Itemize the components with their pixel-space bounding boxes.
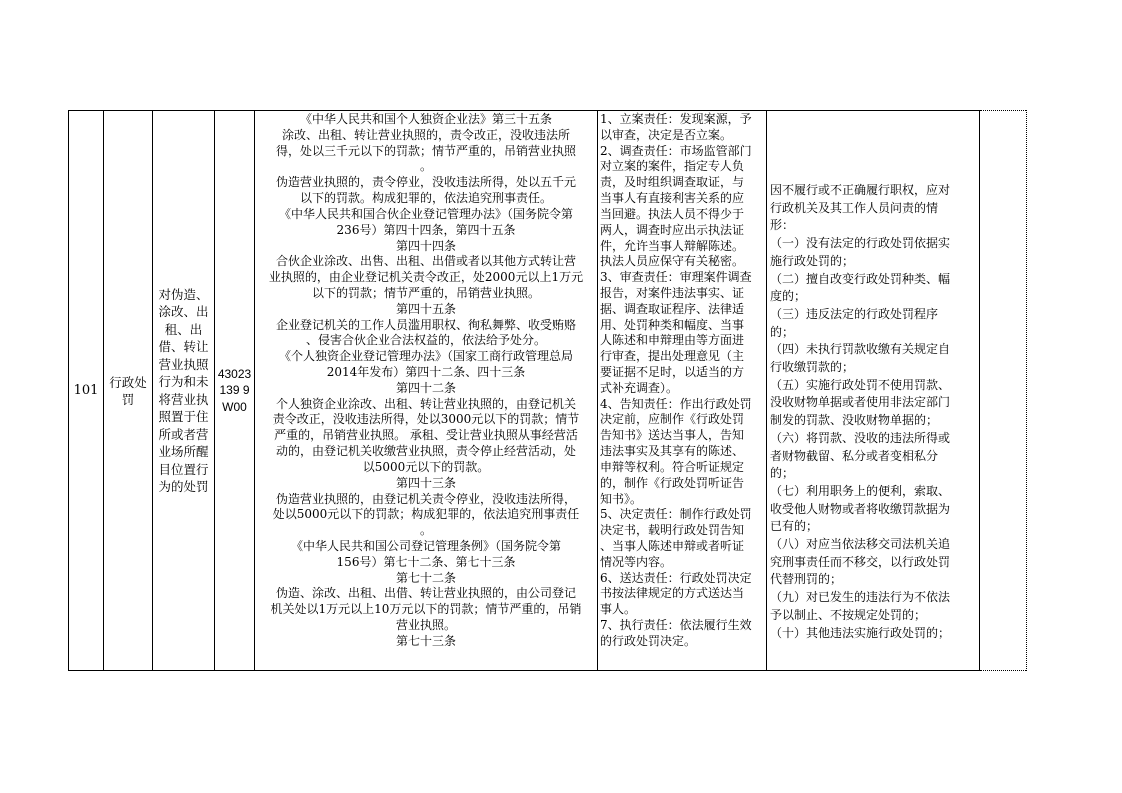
responsibility-line: 以审查，决定是否立案。 [600,127,733,142]
accountability-line: 予以制止、不按规定处罚的； [770,607,927,622]
legal-basis-line: 第七十三条 [395,633,456,648]
legal-basis-line: 以5000元以下的罚款。 [362,459,490,474]
responsibility-line: 两人，调查时应出示执法证 [600,222,745,237]
accountability-line: 行政机关及其工作人员问责的情 [770,200,939,215]
accountability-line: 究刑事责任而不移交，以行政处罚 [770,554,951,569]
responsibility-line: 对立案的案件，指定专人负 [600,159,745,174]
legal-basis-line: 第七十二条 [395,570,456,585]
responsibility-line: 6、送达责任：行政处罚决定 [600,570,752,585]
accountability-line: （一）没有法定的行政处罚依据实 [770,236,951,251]
accountability-line: （八）对应当依法移交司法机关追 [770,537,951,552]
legal-basis-line: 以下的罚款。构成犯罪的，依法追究刑事责任。 [299,191,552,206]
legal-basis-line: 第四十二条 [395,380,456,395]
responsibility-line: 的，制作《行政处罚听证告 [600,475,745,490]
responsibility-line: 决定前，应制作《行政处罚 [600,412,745,427]
responsibility-line: 1、立案责任：发现案源，予 [600,112,752,126]
accountability-line: 的； [770,466,795,481]
item-code: 43023139 9W00 [217,366,252,414]
seq-number: 101 [73,383,99,398]
responsibility-line: 报告，对案件违法事实、证 [600,285,745,300]
responsibility-line: 4、告知责任：作出行政处罚 [600,396,752,411]
legal-basis-line: 、侵害合伙企业合法权益的，依法给予处分。 [305,333,546,348]
responsibility-line: 的行政处罚决定。 [600,633,697,648]
responsibility-line: 当回避。执法人员不得少于 [600,206,745,221]
outer-dotted-border-right [1026,110,1027,671]
legal-basis-line: 156号）第七十二条、第七十三条 [336,554,516,569]
responsibility-line: 违法事实及其享有的陈述、 [600,444,745,459]
legal-basis-line: 伪造营业执照的，责令停业，没收违法所得，处以五千元 [275,175,576,190]
responsibility-line: 7、执行责任：依法履行生效 [600,618,752,632]
legal-basis-line: 责令改正，没收违法所得，处以3000元以下的罚款；情节 [272,412,580,427]
remarks-cell [979,110,981,671]
legal-basis-line: 236号）第四十四条，第四十五条 [336,222,516,237]
accountability-line: （五）实施行政处罚不使用罚款、 [770,377,951,392]
accountability-line: （四）未执行罚款收缴有关规定自 [770,342,951,357]
legal-basis-line: 《个人独资企业登记管理办法》（国家工商行政管理总局 [278,349,573,364]
responsibility-line: 知书》。 [600,491,643,506]
accountability-line: 代替刑罚的； [770,572,843,587]
responsibility-line: 当事人有直接利害关系的应 [600,191,745,206]
legal-basis-line: 营业执照。 [395,618,456,632]
responsibility-line: 2、调查责任：市场监管部门 [600,143,752,158]
outer-dotted-border-bottom [980,670,1026,671]
item-name-cell [152,110,215,671]
responsibility-line: 事人。 [600,602,637,617]
accountability-line: 形： [770,218,795,233]
legal-basis-line: 以下的罚款；情节严重的，吊销营业执照。 [311,285,540,300]
type-cell [103,110,153,671]
responsibility-line: 人陈述和申辩理由等方面进 [600,333,745,348]
accountability-line: 者财物截留、私分或者变相私分 [770,448,939,463]
legal-basis-line: 《中华人民共和国公司登记管理条例》（国务院令第 [290,538,561,553]
responsibility-line: 申辩等权利。符合听证规定 [600,459,745,474]
accountability-line: 已有的； [770,519,819,534]
responsibility-line: 件，允许当事人辩解陈述。 [600,238,745,253]
accountability-line: 制发的罚款、没收财物单据的； [770,413,939,428]
legal-basis-line: 2014年发布）第四十二条、四十三条 [326,365,526,379]
accountability-line: （三）违反法定的行政处罚程序 [770,306,939,321]
legal-basis-line: 《中华人民共和国个人独资企业法》第三十五条 [299,112,552,126]
responsibility-line: 、当事人陈述申辩或者听证 [600,538,745,553]
accountability-line: 的； [770,324,795,339]
responsibility-line: 情况等内容。 [600,554,673,569]
responsibility-line: 据、调查取证程序、法律适 [600,301,745,316]
responsibility-line: 告知书》送达当事人，告知 [600,428,745,443]
legal-basis-line: 处以5000元以下的罚款；构成犯罪的，依法追究刑事责任 [272,507,580,522]
responsibility-line: 责，及时组织调查取证，与 [600,175,745,190]
accountability-line: （六）将罚款、没收的违法所得或 [770,430,951,445]
responsibility-text [600,112,764,650]
responsibility-line: 用、处罚种类和幅度、当事 [600,317,745,332]
accountability-line: 因不履行或不正确履行职权，应对 [770,183,951,197]
accountability-line: 度的； [770,289,807,304]
accountability-line: （九）对已发生的违法行为不依法 [770,590,951,605]
accountability-line: 没收财物单据或者使用非法定部门 [770,395,951,410]
legal-basis-line: 涂改、出租、转让营业执照的，责令改正，没收违法所 [281,127,570,142]
legal-basis-line: 企业登记机关的工作人员滥用职权、徇私舞弊、收受贿赂 [275,317,576,332]
accountability-cell [766,110,980,671]
accountability-text [770,182,976,642]
legal-basis-text [259,112,593,650]
accountability-line: （十）其他违法实施行政处罚的； [770,625,951,640]
responsibility-line: 5、决定责任：制作行政处罚 [600,507,752,522]
legal-basis-cell [254,110,598,671]
legal-basis-line: 业执照的，由企业登记机关责令改正，处2000元以上1万元 [268,270,584,285]
responsibility-cell [597,110,767,671]
power-type: 行政处罚 [109,374,147,407]
accountability-line: 施行政处罚的； [770,253,855,268]
responsibility-line: 决定书，载明行政处罚告知 [600,523,745,538]
accountability-line: （七）利用职务上的便利，索取、 [770,483,951,498]
responsibility-line: 式补充调查）。 [600,380,679,395]
legal-basis-line: 得，处以三千元以下的罚款；情节严重的，吊销营业执照 [275,143,576,158]
legal-basis-line: 第四十四条 [395,238,456,253]
legal-basis-line: 个人独资企业涂改、出租、转让营业执照的，由登记机关 [275,396,576,411]
legal-basis-line: 第四十三条 [395,475,456,490]
legal-basis-line: 。 [419,159,432,174]
responsibility-line: 书按法律规定的方式送达当 [600,586,745,601]
legal-basis-line: 第四十五条 [395,301,456,316]
responsibility-line: 行审查，提出处理意见（主 [600,349,745,364]
legal-basis-line: 合伙企业涂改、出售、出租、出借或者以其他方式转让营 [275,254,576,269]
responsibility-line: 要证据不足时，以适当的方 [600,365,745,379]
legal-basis-line: 严重的，吊销营业执照。 承租、受让营业执照从事经营活 [274,428,578,443]
legal-basis-line: 《中华人民共和国合伙企业登记管理办法》（国务院令第 [278,206,573,221]
item-name: 对伪造、涂改、出租、出借、转让营业执照行为和未将营业执照置于住所或者营业场所醒目位置行为的处罚 [158,286,209,494]
seq-cell [68,110,104,671]
accountability-line: 行收缴罚款的； [770,360,855,375]
responsibility-line: 3、审查责任：审理案件调查 [600,270,752,285]
legal-basis-line: 伪造、涂改、出租、出借、转让营业执照的，由公司登记 [275,586,576,601]
outer-dotted-border-top [980,110,1026,111]
item-code-cell [214,110,255,671]
responsibility-line: 执法人员应保守有关秘密。 [600,254,745,269]
accountability-line: 收受他人财物或者将收缴罚款据为 [770,501,951,516]
accountability-line: （二）擅自改变行政处罚种类、幅 [770,271,951,286]
legal-basis-line: 。 [419,523,432,538]
legal-basis-line: 动的，由登记机关收缴营业执照，责令停止经营活动，处 [275,444,576,459]
legal-basis-line: 机关处以1万元以上10万元以下的罚款；情节严重的，吊销 [270,602,582,617]
legal-basis-line: 伪造营业执照的，由登记机关责令停业，没收违法所得， [275,491,576,506]
